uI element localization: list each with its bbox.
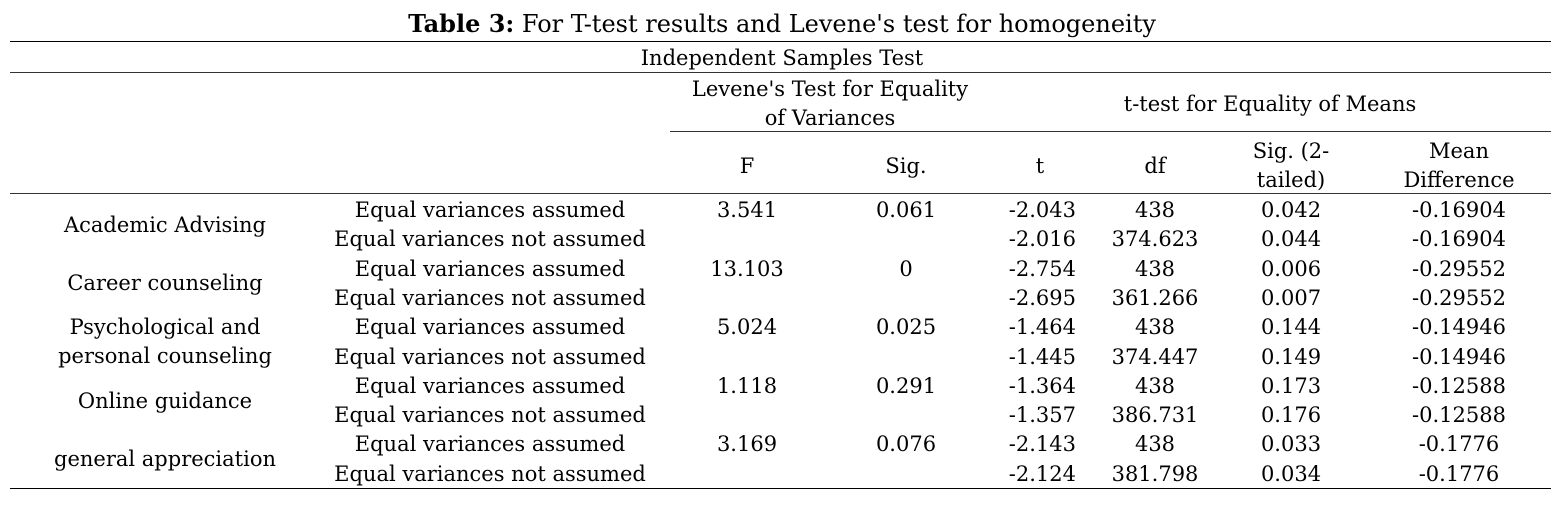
row-label-not-assumed: Equal variances not assumed: [334, 285, 646, 310]
row-label-assumed: Equal variances assumed: [354, 256, 626, 281]
cell-df: 438: [1134, 432, 1176, 457]
cell-df: 361.266: [1111, 285, 1199, 310]
cell-t: -2.124: [1008, 461, 1076, 486]
cell-mean-diff: -0.1776: [1418, 432, 1500, 457]
cell-df: 374.623: [1111, 227, 1199, 252]
cell-df: 374.447: [1111, 344, 1199, 369]
row-label-not-assumed: Equal variances not assumed: [334, 403, 646, 428]
row-variable: Online guidance: [77, 388, 253, 413]
cell-f: 13.103: [710, 256, 784, 281]
table-caption: [0, 8, 1554, 40]
cell-sig2: 0.034: [1260, 461, 1322, 486]
row-label-assumed: Equal variances assumed: [354, 432, 626, 457]
cell-f: 3.541: [716, 198, 778, 222]
cell-mean-diff: -0.16904: [1412, 227, 1506, 252]
cell-mean-diff: -0.14946: [1412, 344, 1506, 369]
col-header-t: t: [1035, 154, 1045, 178]
cell-mean-diff: -0.12588: [1412, 403, 1506, 428]
cell-t: -2.695: [1008, 285, 1076, 310]
cell-f: 3.169: [716, 432, 778, 457]
cell-sig2: 0.144: [1260, 315, 1322, 340]
cell-sig: 0.076: [875, 432, 937, 457]
cell-sig: 0: [899, 256, 913, 281]
cell-sig2: 0.176: [1260, 403, 1322, 428]
col-header-sig2: Sig. (2-tailed): [1252, 139, 1330, 192]
cell-sig2: 0.173: [1260, 373, 1322, 398]
row-label-not-assumed: Equal variances not assumed: [334, 461, 646, 486]
group-header-levene: Levene's Test for Equality of Variances: [691, 77, 969, 130]
row-label-assumed: Equal variances assumed: [354, 373, 626, 398]
row-variable: Psychological and personal counseling: [58, 315, 272, 369]
cell-mean-diff: -0.16904: [1412, 198, 1506, 222]
cell-mean-diff: -0.29552: [1412, 285, 1506, 310]
cell-t: -2.143: [1008, 432, 1076, 457]
cell-df: 438: [1134, 256, 1176, 281]
rule-ttest: [990, 131, 1551, 132]
cell-df: 381.798: [1111, 461, 1199, 486]
cell-df: 386.731: [1111, 403, 1199, 428]
cell-sig: 0.061: [875, 198, 937, 222]
cell-sig2: 0.007: [1260, 285, 1322, 310]
cell-t: -1.357: [1008, 403, 1076, 428]
cell-mean-diff: -0.14946: [1412, 315, 1506, 340]
cell-t: -2.754: [1008, 256, 1076, 281]
cell-sig2: 0.042: [1260, 198, 1322, 222]
col-header-f: F: [739, 154, 755, 178]
cell-sig2: 0.006: [1260, 256, 1322, 281]
cell-t: -1.445: [1008, 344, 1076, 369]
row-label-assumed: Equal variances assumed: [354, 315, 626, 340]
cell-sig: 0.025: [875, 315, 937, 340]
row-label-assumed: Equal variances assumed: [354, 198, 626, 222]
group-header-ttest: t-test for Equality of Means: [1123, 92, 1417, 116]
cell-f: 1.118: [716, 373, 778, 398]
cell-mean-diff: -0.29552: [1412, 256, 1506, 281]
cell-f: 5.024: [716, 315, 778, 340]
cell-sig2: 0.044: [1260, 227, 1322, 252]
cell-mean-diff: -0.12588: [1412, 373, 1506, 398]
cell-t: -1.464: [1008, 315, 1076, 340]
row-variable: Career counseling: [67, 271, 263, 296]
cell-df: 438: [1134, 315, 1176, 340]
cell-t: -2.043: [1008, 198, 1076, 222]
row-variable: Academic Advising: [63, 212, 267, 237]
cell-mean-diff: -0.1776: [1418, 461, 1500, 486]
row-label-not-assumed: Equal variances not assumed: [334, 344, 646, 369]
cell-sig: 0.291: [875, 373, 937, 398]
cell-df: 438: [1134, 198, 1176, 222]
cell-df: 438: [1134, 373, 1176, 398]
col-header-mean-diff: Mean Difference: [1403, 139, 1515, 192]
row-label-not-assumed: Equal variances not assumed: [334, 227, 646, 252]
cell-sig2: 0.033: [1260, 432, 1322, 457]
cell-sig2: 0.149: [1260, 344, 1322, 369]
cell-t: -1.364: [1008, 373, 1076, 398]
rule-top: [10, 41, 1551, 42]
caption-label: Table 3:: [408, 9, 515, 38]
col-header-sig: Sig.: [885, 154, 927, 178]
caption-text: For T-test results and Levene's test for homogeneity: [514, 10, 1156, 38]
col-header-df: df: [1144, 154, 1166, 178]
row-variable: general appreciation: [54, 447, 276, 472]
cell-t: -2.016: [1008, 227, 1076, 252]
table-title: Independent Samples Test: [640, 46, 924, 70]
